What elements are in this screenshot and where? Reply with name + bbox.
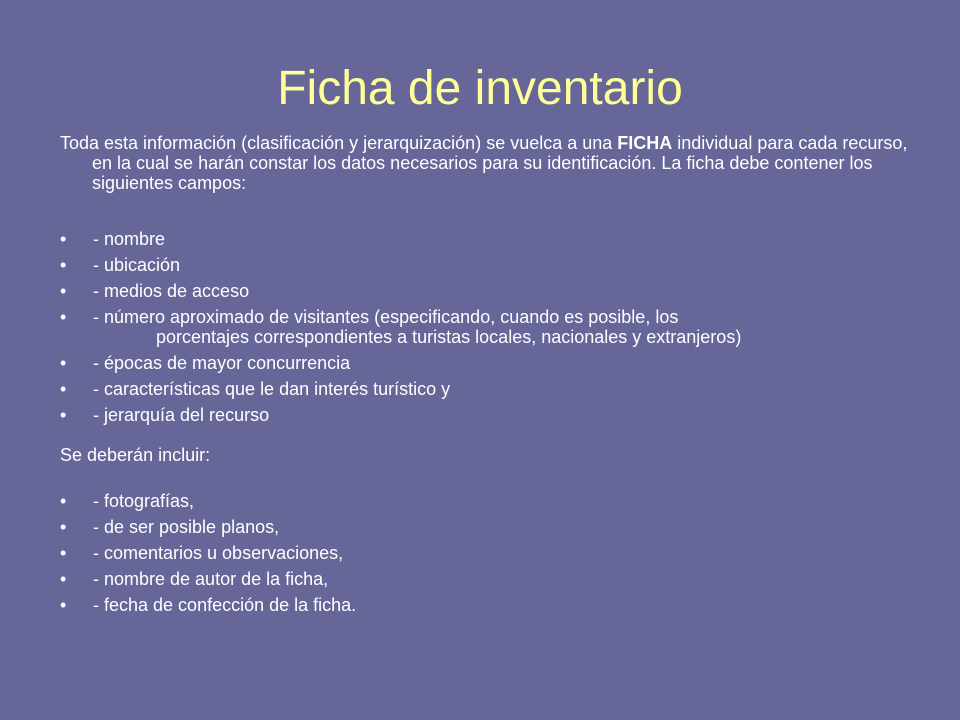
bullet-icon: • (60, 569, 67, 589)
list-item (60, 281, 920, 301)
intro-text-start: Toda esta información (clasificación y jerarquización) se vuelca a una (60, 133, 618, 153)
list-item (60, 379, 920, 399)
list-item (60, 229, 920, 249)
bullet-icon: • (60, 517, 67, 537)
field-visitors-line2: porcentajes correspondientes a turistas locales, nacionales y extranjeros) (156, 327, 742, 347)
bullet-icon: • (60, 491, 67, 511)
list-item (60, 255, 920, 275)
bullet-icon: • (60, 405, 67, 425)
field-features: - características que le dan interés turístico y (93, 379, 451, 399)
intro-paragraph (60, 133, 920, 193)
bullet-icon: • (60, 255, 67, 275)
field-seasons: - épocas de mayor concurrencia (93, 353, 351, 373)
field-location: - ubicación (93, 255, 181, 275)
list-item (60, 517, 920, 537)
bullet-icon: • (60, 229, 67, 249)
include-date: - fecha de confección de la ficha. (93, 595, 357, 615)
include-photos: - fotografías, (93, 491, 195, 511)
bullet-icon: • (60, 595, 67, 615)
list-item (60, 491, 920, 511)
bullet-icon: • (60, 281, 67, 301)
field-visitors-line1: - número aproximado de visitantes (especificando, cuando es posible, los (93, 307, 679, 327)
list-item (60, 353, 920, 373)
intro-text-end: individual para cada recurso, en la cual se harán constar los datos necesarios para su identificación. La ficha debe contener los siguientes campos: (92, 133, 908, 193)
include-author: - nombre de autor de la ficha, (93, 569, 329, 589)
bullet-icon: • (60, 307, 67, 327)
list-item (60, 405, 920, 425)
bullet-icon: • (60, 543, 67, 563)
fields-list (60, 229, 920, 425)
list-item (60, 595, 920, 615)
slide-body (60, 133, 920, 621)
bullet-icon: • (60, 353, 67, 373)
slide-title: Ficha de inventario (277, 62, 683, 115)
include-heading: Se deberán incluir: (60, 445, 211, 465)
field-hierarchy: - jerarquía del recurso (93, 405, 270, 425)
includes-list (60, 491, 920, 615)
list-item (60, 569, 920, 589)
field-access: - medios de acceso (93, 281, 250, 301)
field-visitors (93, 307, 920, 347)
field-name: - nombre (93, 229, 166, 249)
list-item (60, 307, 920, 347)
list-item (60, 543, 920, 563)
include-comments: - comentarios u observaciones, (93, 543, 344, 563)
intro-bold-word: FICHA (617, 133, 673, 153)
bullet-icon: • (60, 379, 67, 399)
include-plans: - de ser posible planos, (93, 517, 280, 537)
